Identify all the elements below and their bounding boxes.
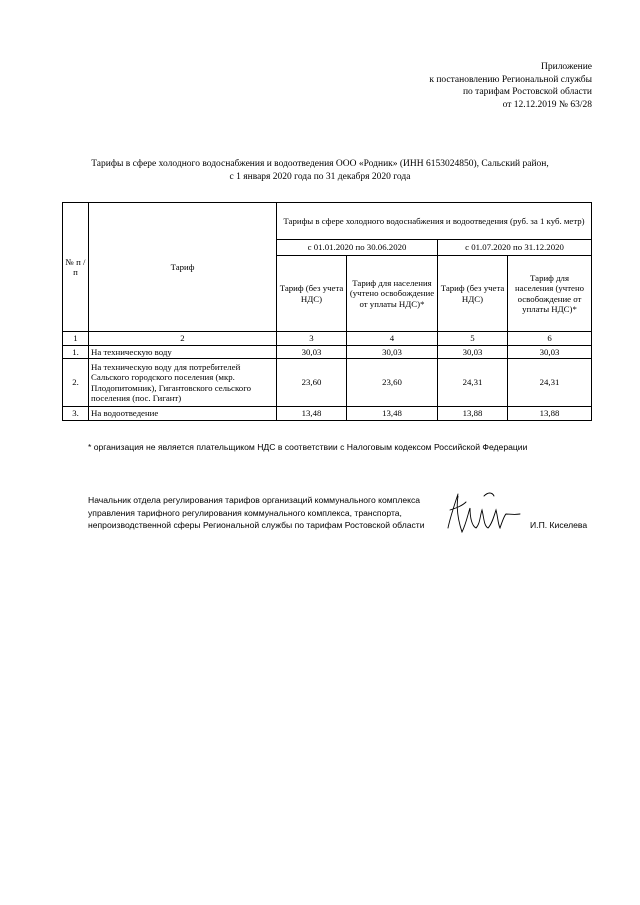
row-value: 30,03 bbox=[277, 345, 347, 359]
row-value: 24,31 bbox=[508, 359, 592, 407]
table-row bbox=[63, 359, 592, 407]
row-name: На водоотведение bbox=[89, 407, 277, 421]
row-num: 2. bbox=[63, 359, 89, 407]
header-col-no-vat-1: Тариф (без учета НДС) bbox=[277, 256, 347, 332]
row-value: 30,03 bbox=[347, 345, 438, 359]
row-name: На техническую воду bbox=[89, 345, 277, 359]
table-row bbox=[63, 407, 592, 421]
appendix-line-4: от 12.12.2019 № 63/28 bbox=[502, 99, 592, 110]
header-tariff: Тариф bbox=[89, 203, 277, 332]
appendix-line-2: к постановлению Региональной службы bbox=[429, 74, 592, 85]
column-number: 5 bbox=[438, 332, 508, 346]
header-col-no-vat-2: Тариф (без учета НДС) bbox=[438, 256, 508, 332]
header-col-population-1: Тариф для населения (учтено освобождение от уплаты НДС)* bbox=[347, 256, 438, 332]
position-line-2: управления тарифного регулирования коммунального комплекса, транспорта, bbox=[88, 507, 402, 518]
header-period-2: с 01.07.2020 по 31.12.2020 bbox=[438, 239, 592, 255]
signature-block bbox=[88, 494, 640, 532]
appendix-line-3: по тарифам Ростовской области bbox=[462, 87, 592, 97]
row-value: 30,03 bbox=[438, 345, 508, 359]
row-value: 13,88 bbox=[508, 407, 592, 421]
title-line-1: Тарифы в сфере холодного водоснабжения и водоотведения ООО «Родник» (ИНН 6153024850), Сальский район, bbox=[91, 159, 549, 169]
vat-footnote: * организация не является плательщиком НДС в соответствии с Налоговым кодексом Российской Федерации bbox=[88, 442, 528, 452]
row-name: На техническую воду для потребителей Сальского городского поселения (мкр. Плодопитомник), Гигантовского сельского поселения (пос. Гигант) bbox=[89, 359, 277, 407]
column-number: 2 bbox=[89, 332, 277, 346]
column-number: 6 bbox=[508, 332, 592, 346]
column-number: 3 bbox=[277, 332, 347, 346]
document-title bbox=[60, 158, 580, 183]
header-col-population-2: Тариф для населения (учтено освобождение от уплаты НДС)* bbox=[508, 256, 592, 332]
header-group: Тарифы в сфере холодного водоснабжения и водоотведения (руб. за 1 куб. метр) bbox=[277, 203, 592, 240]
row-value: 23,60 bbox=[347, 359, 438, 407]
appendix-note bbox=[429, 61, 592, 111]
appendix-line-1: Приложение bbox=[541, 62, 592, 72]
row-value: 13,88 bbox=[438, 407, 508, 421]
signatory-name: И.П. Киселева bbox=[530, 520, 588, 530]
row-num: 1. bbox=[63, 345, 89, 359]
row-value: 13,48 bbox=[347, 407, 438, 421]
handwritten-signature bbox=[440, 488, 524, 538]
row-value: 23,60 bbox=[277, 359, 347, 407]
column-number: 1 bbox=[63, 332, 89, 346]
row-value: 30,03 bbox=[508, 345, 592, 359]
position-line-3: непроизводственной сферы Региональной службы по тарифам Ростовской области bbox=[88, 520, 425, 530]
title-line-2: с 1 января 2020 года по 31 декабря 2020 года bbox=[229, 171, 411, 182]
tariffs-table bbox=[62, 202, 592, 421]
column-number: 4 bbox=[347, 332, 438, 346]
table-row bbox=[63, 345, 592, 359]
row-value: 24,31 bbox=[438, 359, 508, 407]
header-num: № п /п bbox=[63, 203, 89, 332]
column-numbers-row bbox=[63, 332, 592, 346]
position-line-1: Начальник отдела регулирования тарифов организаций коммунального комплекса bbox=[88, 495, 421, 505]
header-period-1: с 01.01.2020 по 30.06.2020 bbox=[277, 239, 438, 255]
row-num: 3. bbox=[63, 407, 89, 421]
row-value: 13,48 bbox=[277, 407, 347, 421]
